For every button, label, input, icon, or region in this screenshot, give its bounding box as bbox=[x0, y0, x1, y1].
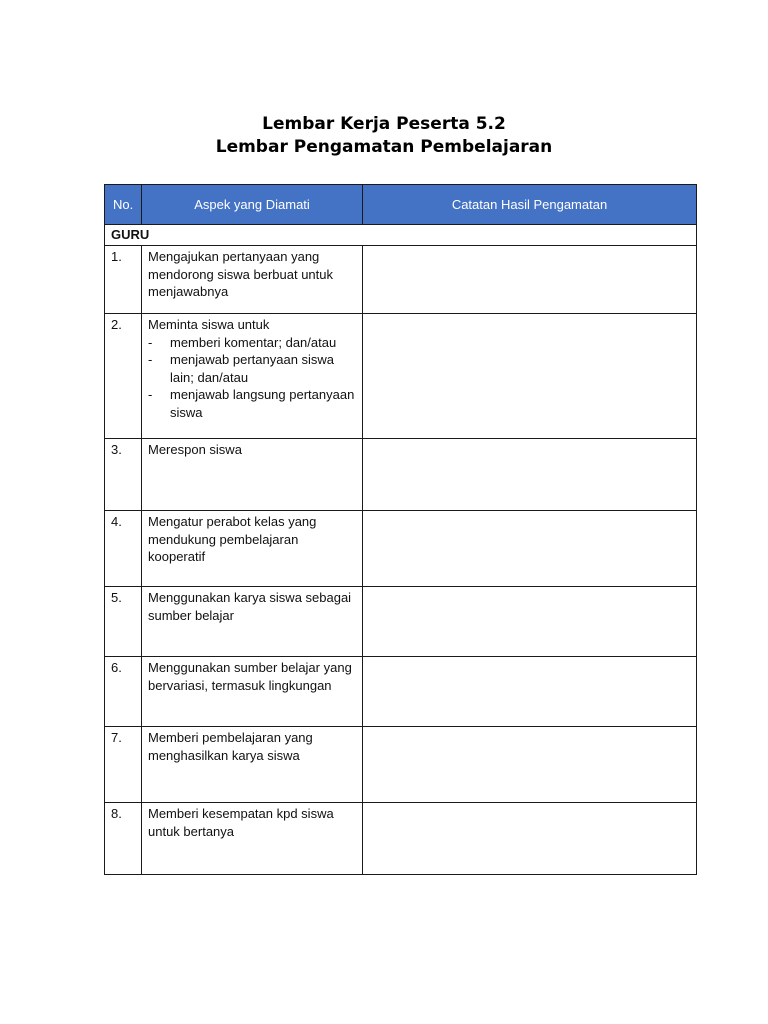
aspect-bullet-item: - menjawab langsung pertanyaan siswa bbox=[148, 386, 356, 421]
row-number: 1. bbox=[105, 246, 142, 314]
row-number: 2. bbox=[105, 314, 142, 439]
row-aspect: Memberi pembelajaran yang menghasilkan karya siswa bbox=[142, 727, 363, 803]
row-notes-cell[interactable] bbox=[363, 439, 697, 511]
row-number: 3. bbox=[105, 439, 142, 511]
table-row bbox=[105, 314, 697, 439]
column-header-notes: Catatan Hasil Pengamatan bbox=[363, 185, 697, 225]
row-notes-cell[interactable] bbox=[363, 511, 697, 587]
row-aspect-intro: Meminta siswa untuk bbox=[148, 317, 270, 332]
row-aspect: Menggunakan karya siswa sebagai sumber belajar bbox=[142, 587, 363, 657]
row-notes-cell[interactable] bbox=[363, 246, 697, 314]
table-row bbox=[105, 587, 697, 657]
row-notes-cell[interactable] bbox=[363, 314, 697, 439]
row-aspect: Mengajukan pertanyaan yang mendorong siswa berbuat untuk menjawabnya bbox=[142, 246, 363, 314]
row-notes-cell[interactable] bbox=[363, 803, 697, 875]
section-label: GURU bbox=[105, 225, 697, 246]
column-header-aspect: Aspek yang Diamati bbox=[142, 185, 363, 225]
table-row bbox=[105, 246, 697, 314]
column-header-no: No. bbox=[105, 185, 142, 225]
row-number: 7. bbox=[105, 727, 142, 803]
document-subtitle: Lembar Pengamatan Pembelajaran bbox=[215, 137, 553, 157]
row-aspect bbox=[142, 314, 363, 439]
aspect-bullet-item: - menjawab pertanyaan siswa lain; dan/atau bbox=[148, 351, 356, 386]
row-number: 5. bbox=[105, 587, 142, 657]
row-aspect: Mengatur perabot kelas yang mendukung pembelajaran kooperatif bbox=[142, 511, 363, 587]
table-row bbox=[105, 727, 697, 803]
table-row bbox=[105, 657, 697, 727]
table-row bbox=[105, 511, 697, 587]
table-row bbox=[105, 803, 697, 875]
aspect-bullet-item: - memberi komentar; dan/atau bbox=[148, 334, 356, 352]
row-aspect: Memberi kesempatan kpd siswa untuk bertanya bbox=[142, 803, 363, 875]
row-number: 6. bbox=[105, 657, 142, 727]
row-aspect: Merespon siswa bbox=[142, 439, 363, 511]
table-row bbox=[105, 439, 697, 511]
aspect-bullet-list bbox=[148, 334, 356, 422]
section-row-guru bbox=[105, 225, 697, 246]
row-notes-cell[interactable] bbox=[363, 587, 697, 657]
observation-table bbox=[104, 184, 697, 875]
document-title-block bbox=[0, 113, 768, 159]
table-header-row bbox=[105, 185, 697, 225]
row-number: 4. bbox=[105, 511, 142, 587]
row-aspect: Menggunakan sumber belajar yang bervariasi, termasuk lingkungan bbox=[142, 657, 363, 727]
document-title: Lembar Kerja Peserta 5.2 bbox=[262, 114, 506, 134]
row-notes-cell[interactable] bbox=[363, 657, 697, 727]
row-notes-cell[interactable] bbox=[363, 727, 697, 803]
row-number: 8. bbox=[105, 803, 142, 875]
